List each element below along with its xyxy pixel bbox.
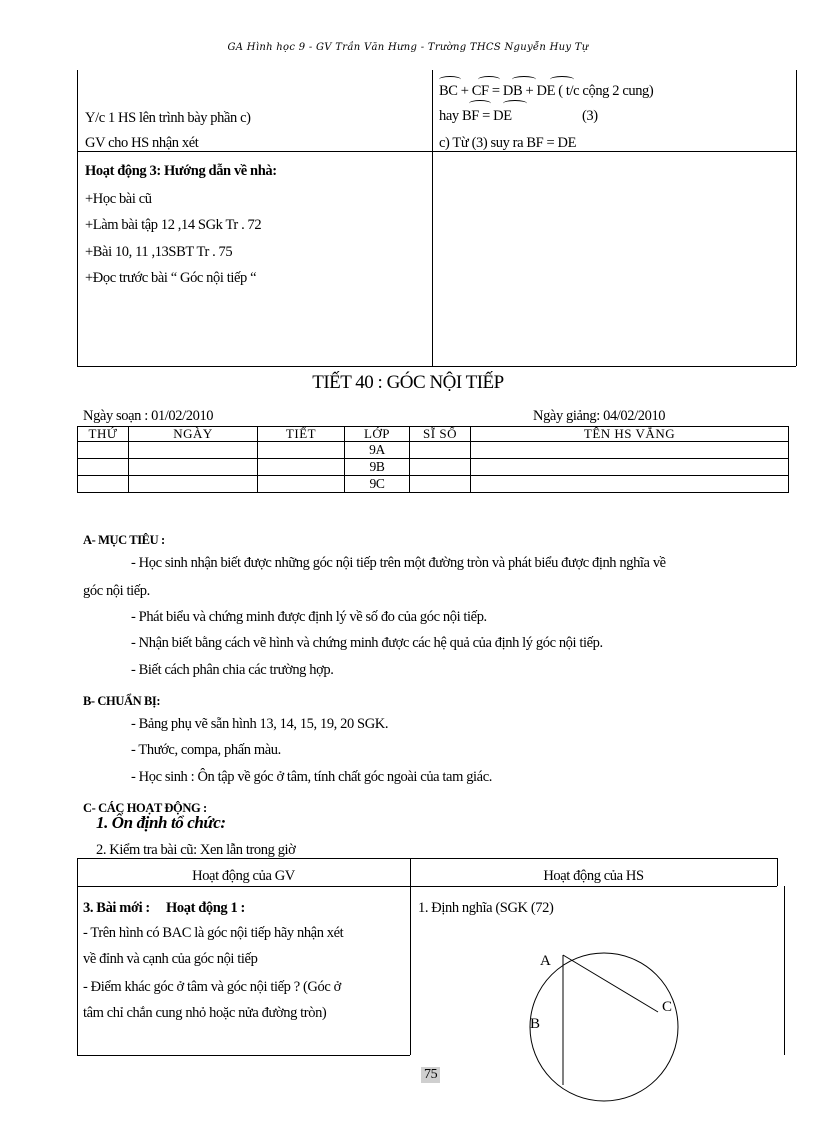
- right-line-1: BC + CF = DB + DE ( t/c cộng 2 cung): [439, 83, 654, 99]
- section-a-item-3: - Nhận biết bằng cách vẽ hình và chứng minh được các hệ quả của định lý góc nội tiếp.: [131, 635, 603, 651]
- homework-title: Hoạt động 3: Hướng dẫn về nhà:: [85, 163, 277, 179]
- section-a-item-4: - Biết cách phân chia các trường hợp.: [131, 662, 334, 678]
- section-a-item-2: - Phát biểu và chứng minh được định lý về số đo của góc nội tiếp.: [131, 609, 487, 625]
- table-border-right: [796, 70, 797, 366]
- header-ngay: NGÀY: [129, 427, 258, 442]
- right-line-2: hay BF = DE: [439, 108, 512, 124]
- arc-de2-mark: [503, 100, 527, 107]
- class-9a: 9A: [345, 442, 410, 459]
- equation-number: (3): [582, 108, 598, 124]
- homework-item-3: +Bài 10, 11 ,13SBT Tr . 75: [85, 244, 233, 260]
- table-border-bottom: [77, 366, 796, 367]
- table-row: [78, 442, 789, 459]
- arc-db-mark: [512, 76, 536, 83]
- section-b-title: B- CHUẨN BỊ:: [83, 694, 161, 708]
- arc-de-mark: [550, 76, 574, 83]
- page-header: GA Hình học 9 - GV Trần Văn Hưng - Trường THCS Nguyễn Huy Tự: [227, 42, 589, 53]
- section-b-item-2: - Thước, compa, phấn màu.: [131, 742, 281, 758]
- teach-date: Ngày giảng: 04/02/2010: [533, 408, 666, 424]
- section-a-item-1: - Học sinh nhận biết được những góc nội tiếp trên một đường tròn và phát biểu được định nghĩa về: [131, 555, 666, 571]
- header-si-so: SĨ SỐ: [410, 427, 471, 442]
- gv-title: 3. Bài mới : Hoạt động 1 :: [83, 900, 245, 916]
- homework-item-1: +Học bài cũ: [85, 191, 152, 207]
- point-a-label: A: [540, 953, 551, 969]
- gv-header: Hoạt động của GV: [192, 868, 295, 884]
- point-c-label: C: [662, 999, 672, 1015]
- table-row: [78, 459, 789, 476]
- activity-border-left: [77, 858, 78, 1055]
- section-a-title: A- MỤC TIÊU :: [83, 533, 165, 547]
- point-b-label: B: [530, 1016, 540, 1032]
- circle-shape: [530, 953, 678, 1101]
- activity-border-right: [784, 886, 785, 1055]
- activity-header-bottom: [77, 886, 777, 887]
- section-a-item-1-cont: góc nội tiếp.: [83, 583, 150, 599]
- hs-line-1: 1. Định nghĩa (SGK (72): [418, 900, 554, 916]
- table-border-left: [77, 70, 78, 366]
- inscribed-angle-figure: [530, 940, 680, 1065]
- gv-line-1: - Trên hình có BAC là góc nội tiếp hãy nhận xét: [83, 925, 344, 941]
- section-c-title: C- CÁC HOẠT ĐỘNG :: [83, 801, 207, 815]
- homework-item-2: +Làm bài tập 12 ,14 SGk Tr . 72: [85, 217, 262, 233]
- gv-line-2: về đỉnh và cạnh của góc nội tiếp: [83, 951, 258, 967]
- section-b-item-3: - Học sinh : Ôn tập về góc ở tâm, tính chất góc ngoài của tam giác.: [131, 769, 492, 785]
- header-thu: THỨ: [78, 427, 129, 442]
- roster-header-row: [78, 427, 789, 442]
- arc-cf-mark: [478, 76, 500, 83]
- right-line-3: c) Từ (3) suy ra BF = DE: [439, 135, 577, 151]
- table-row: [78, 476, 789, 493]
- header-ten-hs-vang: TÊN HS VẮNG: [471, 427, 789, 442]
- lesson-title: TIẾT 40 : GÓC NỘI TIẾP: [312, 372, 504, 393]
- section-c-step-1: 1. Ổn định tổ chức:: [96, 813, 226, 832]
- activity-table-top: [77, 858, 777, 859]
- arc-bc-mark: [439, 76, 461, 83]
- header-lop: LỚP: [345, 427, 410, 442]
- activity-border-middle: [410, 858, 411, 1055]
- class-9b: 9B: [345, 459, 410, 476]
- gv-line-3: - Điểm khác góc ở tâm và góc nội tiếp ? (Góc ở: [83, 979, 341, 995]
- gv-line-4: tâm chỉ chắn cung nhỏ hoặc nửa đường tròn): [83, 1005, 327, 1021]
- header-tiet: TIẾT: [258, 427, 345, 442]
- homework-item-4: +Đọc trước bài “ Góc nội tiếp “: [85, 270, 257, 286]
- activity-border-bottom: [77, 1055, 410, 1056]
- arc-bf-mark: [469, 100, 491, 107]
- left-line-2: GV cho HS nhận xét: [85, 135, 199, 151]
- roster-table: [77, 426, 789, 493]
- left-line-1: Y/c 1 HS lên trình bày phần c): [85, 110, 251, 126]
- table-border-middle: [432, 70, 433, 366]
- hs-header: Hoạt động của HS: [543, 868, 644, 884]
- prep-date: Ngày soạn : 01/02/2010: [83, 408, 214, 424]
- class-9c: 9C: [345, 476, 410, 493]
- chord-ac: [563, 955, 658, 1012]
- section-c-step-2: 2. Kiểm tra bài cũ: Xen lẫn trong giờ: [96, 842, 296, 858]
- activity-border-right-top: [777, 858, 778, 886]
- page-number: 75: [421, 1067, 440, 1083]
- section-b-item-1: - Bảng phụ vẽ sẵn hình 13, 14, 15, 19, 20 SGK.: [131, 716, 389, 732]
